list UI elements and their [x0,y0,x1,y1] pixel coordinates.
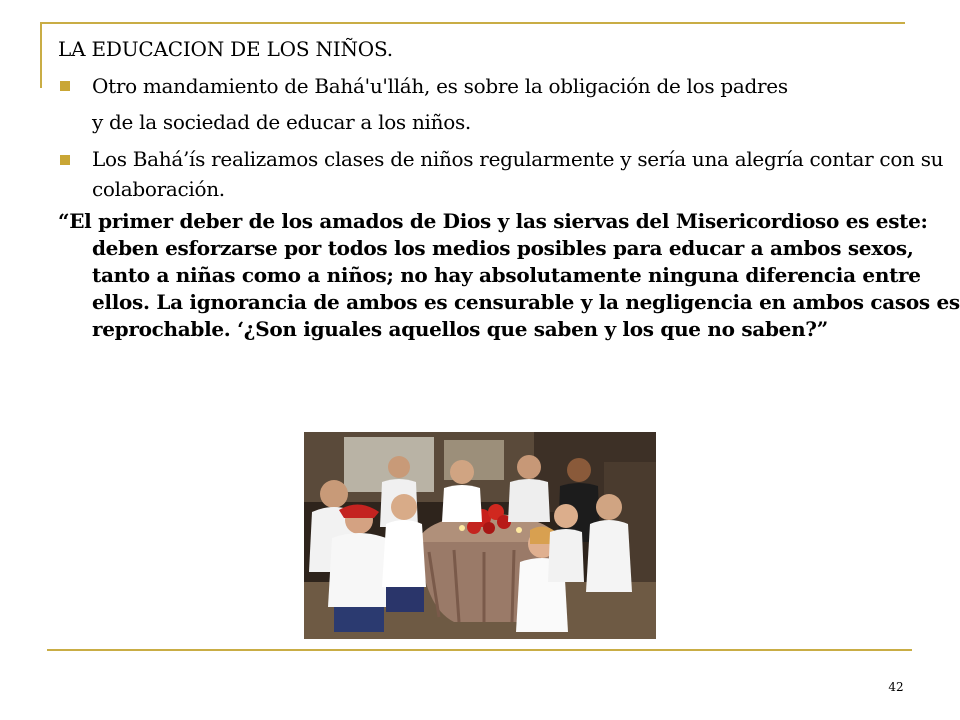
slide-content [58,32,958,343]
slide-title: LA EDUCACION DE LOS NIÑOS. [58,37,393,61]
page-number: 42 [888,680,904,694]
top-rule [40,22,905,24]
bullet-item-classes [58,144,958,204]
bullet-item-mandate [58,68,958,140]
photo-illustration [304,432,656,639]
square-bullet-icon [60,81,70,91]
square-bullet-icon [60,155,70,165]
bullet-text-line1: Otro mandamiento de Bahá'u'lláh, es sobre la obligación de los padres [92,74,788,98]
bold-quote: “El primer deber de los amados de Dios y las siervas del Misericordioso es este: deben esforzarse por todos los medios posibles para educar a ambos sexos, tanto a niñas como a niños; no hay absolutamente ninguna diferencia entre ellos. La ignorancia de ambos es censurable y la negligencia en ambos casos es reprochable. ‘¿Son iguales aquellos que saben y los que no saben?” [58,209,960,341]
bullet-text-line2: y de la sociedad de educar a los niños. [92,110,471,134]
children-class-photo [304,432,656,639]
bullet-text: Los Bahá’ís realizamos clases de niños regularmente y sería una alegría contar con su colaboración. [92,147,944,201]
left-rule [40,22,42,88]
bottom-rule [47,649,912,651]
